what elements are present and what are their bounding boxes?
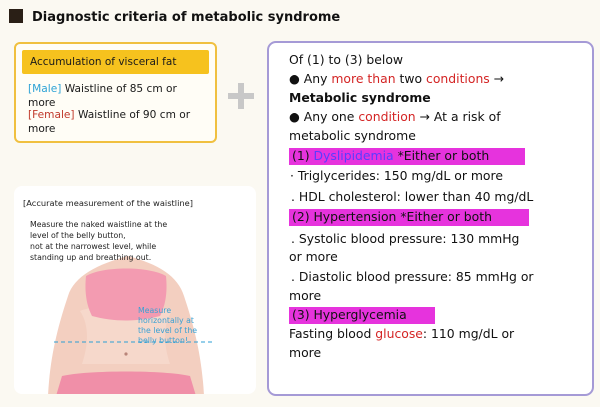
c1-number: (1)	[292, 148, 314, 163]
glucose-suffix: : 110 mg/dL or	[422, 326, 515, 341]
hdl-item: . HDL cholesterol: lower than 40 mg/dL	[291, 189, 534, 204]
c1-name: Dyslipidemia	[313, 148, 394, 163]
female-tag: [Female]	[28, 109, 75, 121]
diastolic-line2: more	[289, 288, 322, 303]
bullet2-highlight: condition	[358, 109, 416, 124]
bullet-one-condition	[289, 108, 600, 126]
measurement-title: [Accurate measurement of the waistline]	[23, 198, 194, 208]
belly-button-icon	[124, 352, 127, 355]
page-title: Diagnostic criteria of metabolic syndrome	[32, 10, 341, 25]
dyslipidemia-label	[292, 147, 600, 165]
bullet1-mid: two	[395, 71, 427, 86]
criteria-intro: Of (1) to (3) below	[289, 52, 404, 67]
glucose-prefix: Fasting blood	[289, 326, 376, 341]
female-text-line1: Waistline of 90 cm or	[74, 109, 191, 121]
female-text-line2: more	[28, 123, 56, 135]
plus-icon	[228, 83, 254, 109]
measurement-instructions	[30, 219, 230, 263]
male-text-line1: Waistline of 85 cm or	[61, 83, 177, 95]
bullet2-line2: metabolic syndrome	[289, 128, 416, 143]
c1-note: *Either or both	[393, 148, 490, 163]
bullet1-highlight2: conditions	[426, 71, 490, 86]
systolic-line2: or more	[289, 249, 338, 264]
measurement-line2: level of the belly button,	[30, 231, 126, 240]
bullet2-arrow: → At a risk of	[415, 109, 501, 124]
measurement-note	[138, 306, 248, 346]
note-line3: the level of the	[138, 326, 198, 335]
hypertension-label: (2) Hypertension *Either or both	[292, 209, 492, 224]
triglycerides-item: · Triglycerides: 150 mg/dL or more	[290, 168, 503, 183]
male-text-line2: more	[28, 97, 56, 109]
diastolic-line1: . Diastolic blood pressure: 85 mmHg or	[291, 269, 534, 284]
bullet2-prefix: ● Any one	[289, 109, 359, 124]
criteria-card	[267, 41, 594, 396]
measurement-line1: Measure the naked waistline at the	[30, 220, 168, 229]
visceral-fat-card	[14, 42, 217, 143]
waist-measurement-card	[14, 186, 256, 394]
measurement-line4: standing up and breathing out.	[30, 253, 152, 262]
male-criterion	[28, 82, 216, 96]
measurement-line3: not at the narrowest level, while	[30, 242, 157, 251]
note-line1: Measure	[138, 306, 172, 315]
glucose-line2: more	[289, 345, 322, 360]
title-square-icon	[9, 9, 23, 23]
glucose-highlight: glucose	[375, 326, 423, 341]
bullet1-result: Metabolic syndrome	[289, 90, 431, 105]
female-criterion	[28, 108, 216, 122]
systolic-line1: . Systolic blood pressure: 130 mmHg	[291, 231, 520, 246]
bullet1-highlight: more than	[331, 71, 396, 86]
bullet-two-conditions	[289, 70, 600, 88]
male-tag: [Male]	[28, 83, 62, 95]
hyperglycemia-label: (3) Hyperglycemia	[292, 307, 407, 322]
bullet1-prefix: ● Any	[289, 71, 332, 86]
glucose-line1	[289, 325, 600, 343]
note-line2: horizontally at	[138, 316, 194, 325]
bullet1-arrow: →	[489, 71, 505, 86]
visceral-fat-heading: Accumulation of visceral fat	[22, 50, 209, 74]
note-line4: belly button!	[138, 336, 189, 345]
